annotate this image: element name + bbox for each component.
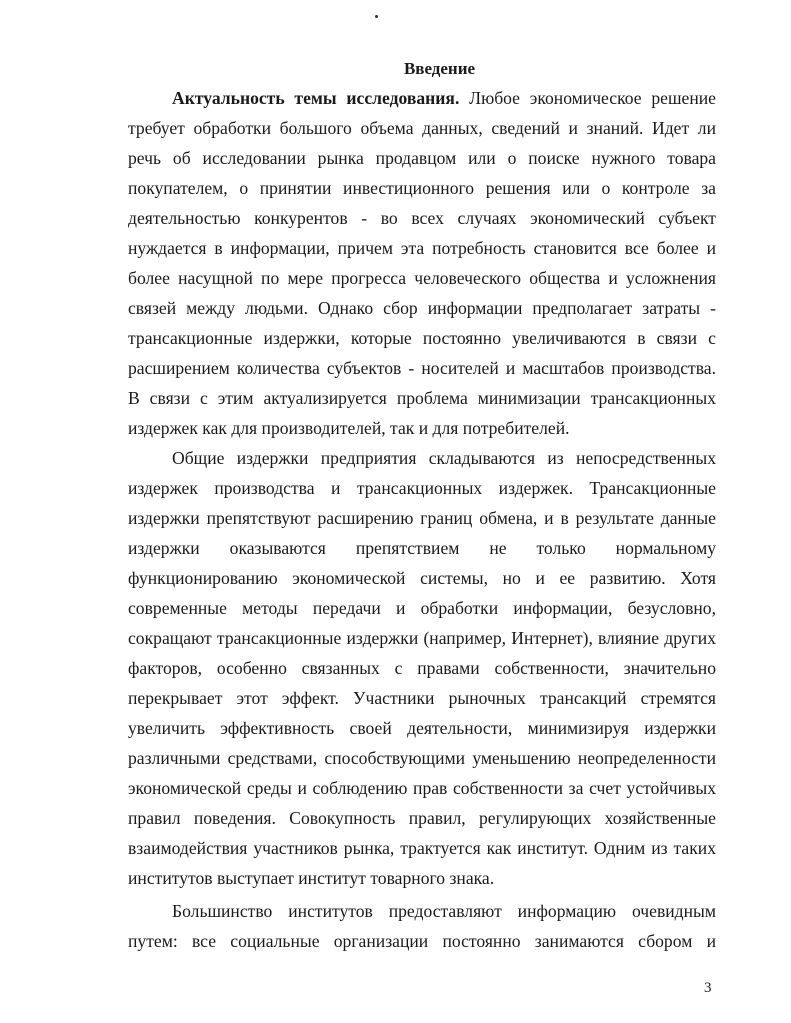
paragraph-2-line-8: факторов, особенно связанных с правами собственности, значительно bbox=[128, 658, 716, 678]
paragraph-1-line-7: более насущной по мере прогресса человеческого общества и усложнения bbox=[128, 268, 716, 288]
paragraph-1-line-5: деятельностью конкурентов - во всех случаях экономический субъект bbox=[128, 208, 716, 228]
paragraph-2-line-13: правил поведения. Совокупность правил, регулирующих хозяйственные bbox=[128, 808, 716, 828]
paragraph-1-line-6: нуждается в информации, причем эта потребность становится все более и bbox=[128, 238, 716, 258]
page-title: Введение bbox=[403, 59, 476, 78]
paragraph-2-line-15: институтов выступает институт товарного знака. bbox=[128, 868, 495, 888]
paragraph-1-line-8: связей между людьми. Однако сбор информации предполагает затраты - bbox=[128, 298, 716, 318]
paragraph-2-line-3: издержки препятствуют расширению границ обмена, и в результате данные bbox=[128, 508, 716, 528]
paragraph-1-line-11: В связи с этим актуализируется проблема минимизации трансакционных bbox=[128, 388, 716, 408]
paragraph-2-line-10: увеличить эффективность своей деятельности, минимизируя издержки bbox=[128, 718, 716, 738]
paragraph-1-line-1 bbox=[172, 83, 716, 113]
paragraph-1-line-1-text: Любое экономическое решение bbox=[459, 88, 716, 108]
paragraph-3-line-1: Большинство институтов предоставляют информацию очевидным bbox=[172, 901, 716, 921]
paragraph-1-line-9: трансакционные издержки, которые постоянно увеличиваются в связи с bbox=[128, 328, 716, 348]
paragraph-2-line-11: различными средствами, способствующими уменьшению неопределенности bbox=[128, 748, 716, 768]
page-number: 3 bbox=[704, 980, 712, 996]
paragraph-1-line-2: требует обработки большого объема данных, сведений и знаний. Идет ли bbox=[128, 118, 716, 138]
scan-speck bbox=[375, 15, 378, 18]
paragraph-2-line-12: экономической среды и соблюдению прав собственности за счет устойчивых bbox=[128, 778, 716, 798]
paragraph-2-line-14: взаимодействия участников рынка, трактуется как институт. Одним из таких bbox=[128, 838, 716, 858]
paragraph-1-lead: Актуальность темы исследования. bbox=[172, 88, 460, 108]
paragraph-1-line-10: расширением количества субъектов - носителей и масштабов производства. bbox=[128, 358, 716, 378]
paragraph-2-line-9: перекрывает этот эффект. Участники рыночных трансакций стремятся bbox=[128, 688, 716, 708]
paragraph-2-line-2: издержек производства и трансакционных издержек. Трансакционные bbox=[128, 478, 716, 498]
paragraph-1-line-4: покупателем, о принятии инвестиционного решения или о контроле за bbox=[128, 178, 716, 198]
paragraph-2-line-4: издержки оказываются препятствием не только нормальному bbox=[128, 538, 716, 558]
paragraph-3-line-2: путем: все социальные организации постоянно занимаются сбором и bbox=[128, 931, 716, 951]
paragraph-2-line-5: функционированию экономической системы, но и ее развитию. Хотя bbox=[128, 568, 716, 588]
paragraph-2-line-6: современные методы передачи и обработки информации, безусловно, bbox=[128, 598, 716, 618]
paragraph-1-line-12: издержек как для производителей, так и для потребителей. bbox=[128, 418, 570, 438]
paragraph-2-line-7: сокращают трансакционные издержки (например, Интернет), влияние других bbox=[128, 628, 716, 648]
paragraph-2-line-1: Общие издержки предприятия складываются из непосредственных bbox=[172, 448, 716, 468]
paragraph-1-line-3: речь об исследовании рынка продавцом или о поиске нужного товара bbox=[128, 148, 716, 168]
